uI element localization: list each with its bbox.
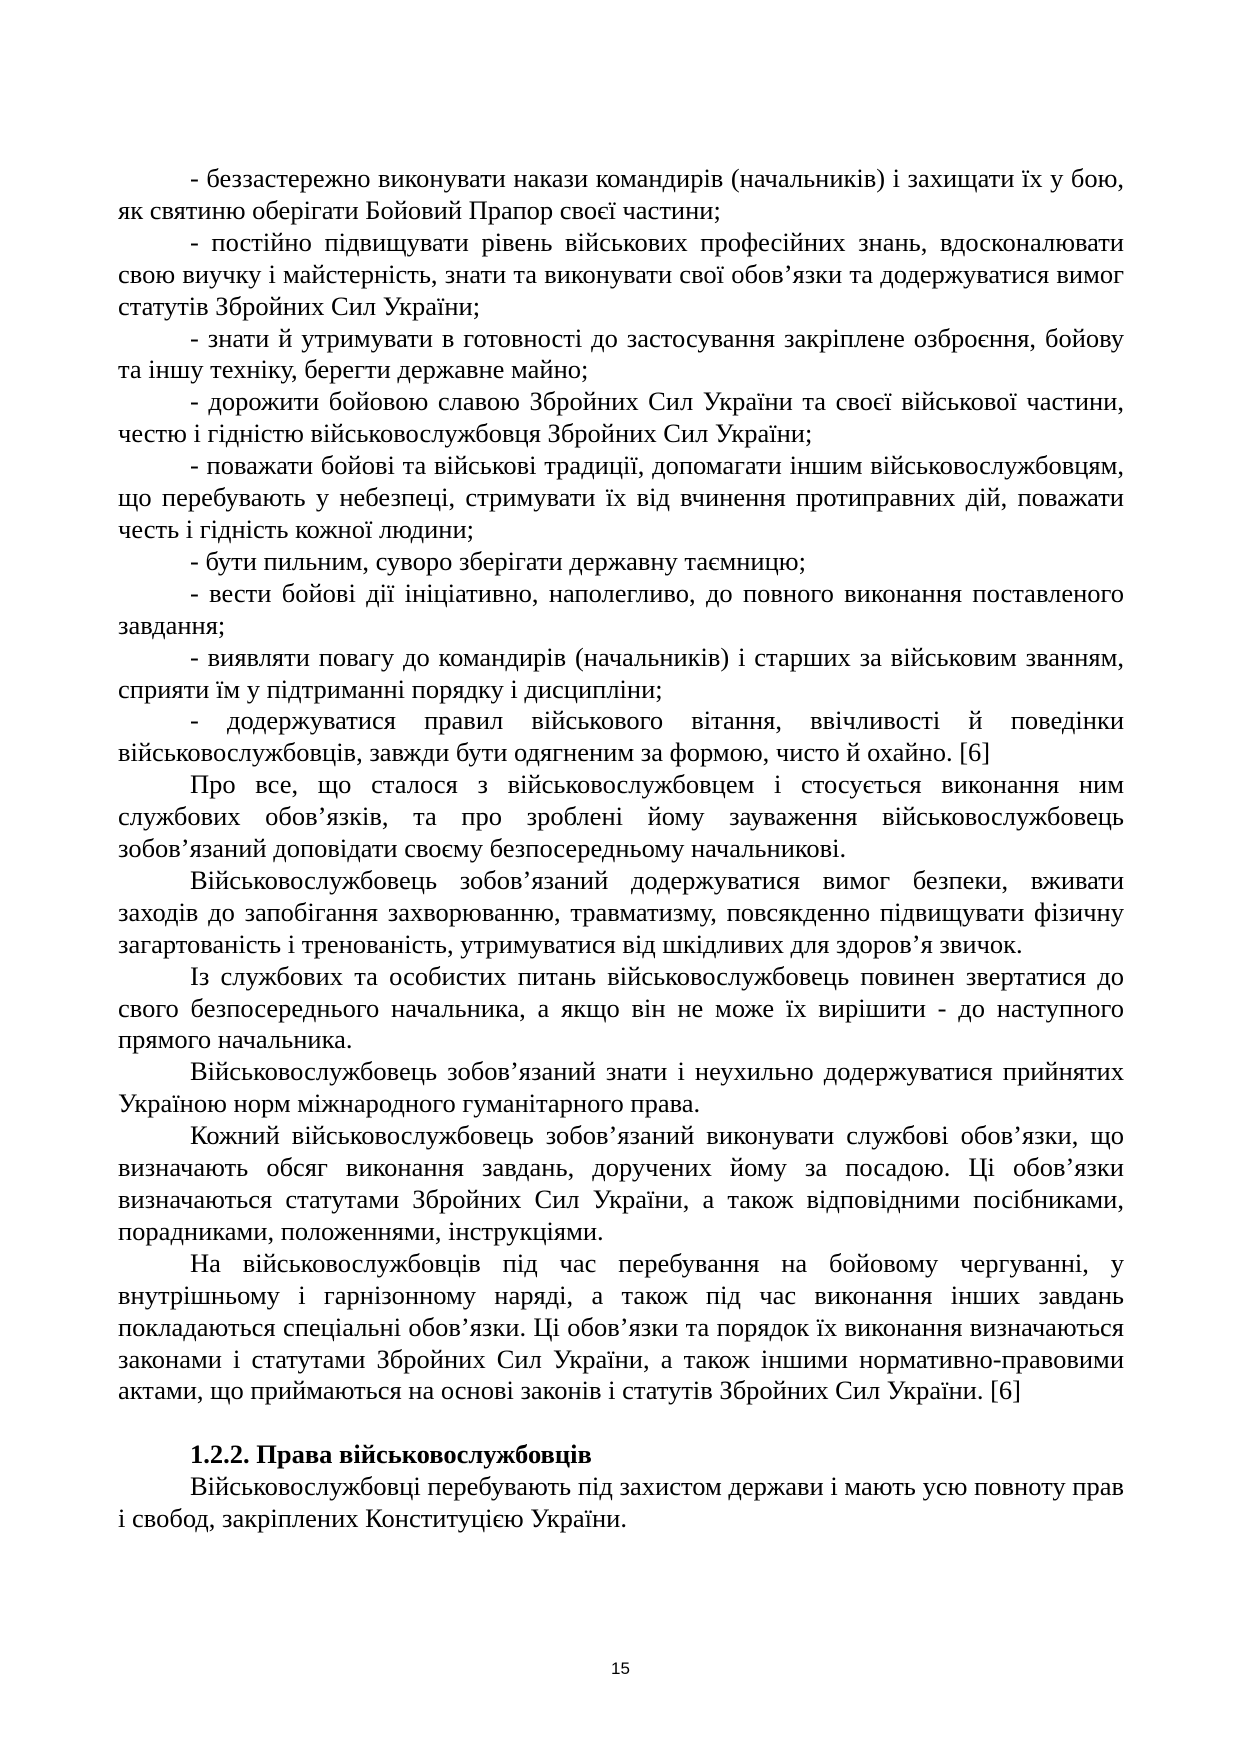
- paragraph-service-duties: Кожний військовослужбовець зобов’язаний виконувати службові обов’язки, що визначають обсяг виконання завдань, доручених йому за посадою. Ці обов’язки визначаються статутами Збройних Сил України, а також відповідними посібниками, порадниками, положеннями, інструкціями.: [118, 1120, 1124, 1246]
- paragraph-duty-weapons: - знати й утримувати в готовності до застосування закріплене озброєння, бойову та іншу техніку, берегти державне майно;: [118, 322, 1124, 385]
- paragraph-duty-respect: - виявляти повагу до командирів (начальників) і старших за військовим званням, сприяти їм у підтриманні порядку і дисципліни;: [118, 641, 1124, 704]
- paragraph-duty-courtesy: - додержуватися правил військового вітання, ввічливості й поведінки військовослужбовців, завжди бути одягненим за формою, чисто й охайно. [6]: [118, 705, 1124, 768]
- paragraph-duty-secrecy: - бути пильним, суворо зберігати державну таємницю;: [190, 545, 806, 576]
- paragraph-safety: Військовослужбовець зобов’язаний додержуватися вимог безпеки, вживати заходів до запобігання захворюванню, травматизму, повсякденно підвищувати фізичну загартованість і тренованість, утримуватися від шкідливих для здоров’я звичок.: [118, 864, 1124, 959]
- paragraph-special-duties: На військовослужбовців під час перебування на бойовому чергуванні, у внутрішньому і гарнізонному наряді, а також під час виконання інших завдань покладаються спеціальні обов’язки. Ці обов’язки та порядок їх виконання визначаються законами і статутами Збройних Сил України, а також іншими нормативно-правовими актами, що приймаються на основі законів і статутів Збройних Сил України. [6]: [118, 1247, 1124, 1406]
- paragraph-duty-combat: - вести бойові дії ініціативно, наполегливо, до повного виконання поставленого завдання;: [118, 577, 1124, 640]
- paragraph-duty-traditions: - поважати бойові та військові традиції, допомагати іншим військовослужбовцям, що перебувають у небезпеці, стримувати їх від вчинення протиправних дій, поважати честь і гідність кожної людини;: [118, 450, 1124, 544]
- paragraph-reporting: Про все, що сталося з військовослужбовцем і стосується виконання ним службових обов’язків, та про зроблені йому зауваження військовослужбовець зобов’язаний доповідати своєму безпосередньому начальникові.: [118, 769, 1124, 864]
- paragraph-chain-of-command: Із службових та особистих питань військовослужбовець повинен звертатися до свого безпосереднього начальника, а якщо він не може їх вирішити - до наступного прямого начальника.: [118, 960, 1124, 1055]
- section-spacer: [118, 1407, 1124, 1439]
- paragraph-humanitarian-law: Військовослужбовець зобов’язаний знати і неухильно додержуватися прийнятих Україною норм міжнародного гуманітарного права.: [118, 1056, 1124, 1119]
- paragraph-duty-knowledge: - постійно підвищувати рівень військових професійних знань, вдосконалювати свою виучку і майстерність, знати та виконувати свої обов’язки та додержуватися вимог статутів Збройних Сил України;: [118, 226, 1124, 321]
- paragraph-rights: Військовослужбовці перебувають під захистом держави і мають усю повноту прав і свобод, закріплених Конституцією України.: [118, 1471, 1124, 1534]
- page-number: 15: [611, 1659, 630, 1678]
- paragraph-duty-glory: - дорожити бойовою славою Збройних Сил України та своєї військової частини, честю і гідністю військовослужбовця Збройних Сил України;: [118, 386, 1124, 449]
- page-body: [118, 163, 1124, 1535]
- paragraph-duty-orders: - беззастережно виконувати накази командирів (начальників) і захищати їх у бою, як святиню оберігати Бойовий Прапор своєї частини;: [118, 163, 1124, 225]
- section-heading: 1.2.2. Права військовослужбовців: [190, 1439, 592, 1470]
